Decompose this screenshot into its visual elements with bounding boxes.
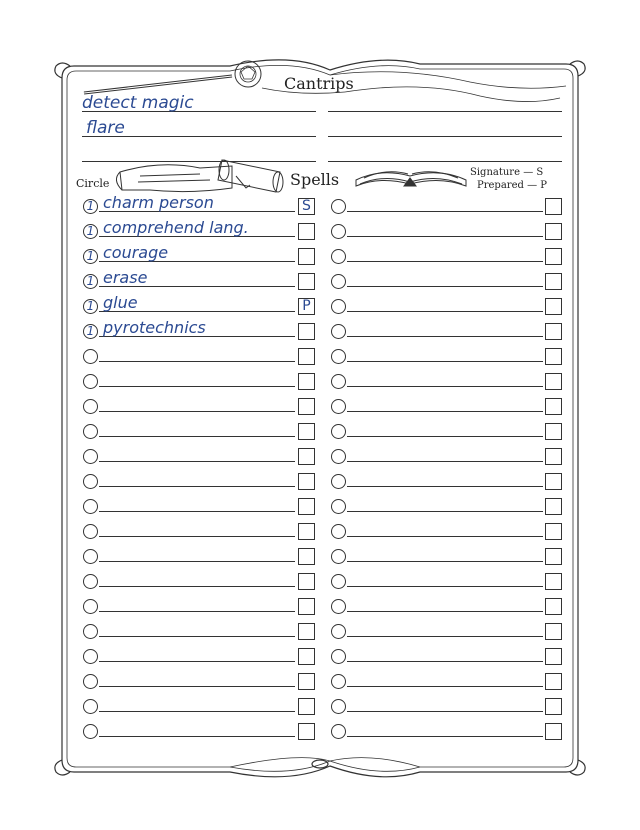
spell-circle-marker[interactable]: [331, 349, 346, 364]
prepared-signature-checkbox[interactable]: [545, 198, 562, 215]
circle-level-value: 1: [86, 249, 95, 263]
spell-name-line: [99, 636, 295, 637]
cantrip-line-4: [328, 111, 562, 112]
prepared-signature-checkbox[interactable]: [545, 373, 562, 390]
spell-name-line: [347, 486, 543, 487]
spell-name-line: [347, 211, 543, 212]
prepared-signature-checkbox[interactable]: [545, 223, 562, 240]
spell-circle-marker[interactable]: [331, 299, 346, 314]
spell-name-line: [99, 611, 295, 612]
spell-circle-marker[interactable]: [331, 199, 346, 214]
prepared-signature-checkbox[interactable]: [298, 573, 315, 590]
prepared-signature-checkbox[interactable]: [298, 423, 315, 440]
spell-circle-marker[interactable]: [83, 574, 98, 589]
prepared-signature-checkbox[interactable]: [545, 598, 562, 615]
spell-name-line: [99, 461, 295, 462]
spell-name-line: [99, 711, 295, 712]
spell-circle-marker[interactable]: [331, 474, 346, 489]
spell-circle-marker[interactable]: [331, 449, 346, 464]
spell-circle-marker[interactable]: [331, 274, 346, 289]
spell-name-line: [99, 436, 295, 437]
spell-name-line: [347, 286, 543, 287]
prepared-signature-checkbox[interactable]: [298, 248, 315, 265]
spell-name-line: [347, 636, 543, 637]
checkbox-mark: P: [302, 298, 311, 314]
prepared-signature-checkbox[interactable]: [298, 273, 315, 290]
prepared-signature-checkbox[interactable]: [545, 273, 562, 290]
cantrip-line-6: [328, 161, 562, 162]
spell-name-line: [99, 486, 295, 487]
spell-circle-marker[interactable]: [83, 224, 98, 239]
spell-name-line: [347, 611, 543, 612]
spell-name-line: [347, 711, 543, 712]
circle-level-value: 1: [86, 224, 95, 238]
prepared-signature-checkbox[interactable]: [545, 248, 562, 265]
prepared-signature-checkbox[interactable]: [545, 398, 562, 415]
spell-name-line: [99, 361, 295, 362]
spell-name-line: [347, 261, 543, 262]
spell-circle-marker[interactable]: [83, 199, 98, 214]
spell-circle-marker[interactable]: [83, 274, 98, 289]
prepared-signature-checkbox[interactable]: [545, 548, 562, 565]
cantrip-line-5: [328, 136, 562, 137]
spell-name-line: [347, 586, 543, 587]
spell-name-line: [99, 686, 295, 687]
open-book-icon: [356, 172, 466, 186]
spell-name-line: [347, 436, 543, 437]
prepared-signature-checkbox[interactable]: [298, 648, 315, 665]
spell-name-line: [347, 361, 543, 362]
prepared-signature-checkbox[interactable]: [545, 523, 562, 540]
spell-name-entry[interactable]: comprehend lang.: [103, 218, 249, 237]
prepared-signature-checkbox[interactable]: [298, 298, 315, 315]
checkbox-mark: S: [302, 198, 311, 214]
spell-circle-marker[interactable]: [83, 624, 98, 639]
spell-name-line: [347, 661, 543, 662]
spell-name-line: [347, 686, 543, 687]
spell-circle-marker[interactable]: [83, 724, 98, 739]
spell-circle-marker[interactable]: [331, 374, 346, 389]
spell-circle-marker[interactable]: [83, 374, 98, 389]
prepared-signature-checkbox[interactable]: [298, 673, 315, 690]
spell-circle-marker[interactable]: [83, 699, 98, 714]
spell-circle-marker[interactable]: [83, 349, 98, 364]
spell-name-line: [347, 536, 543, 537]
spell-name-line: [347, 336, 543, 337]
prepared-signature-checkbox[interactable]: [298, 523, 315, 540]
prepared-signature-checkbox[interactable]: [298, 498, 315, 515]
cantrips-title: Cantrips: [284, 74, 354, 93]
spell-circle-marker[interactable]: [83, 474, 98, 489]
prepared-signature-checkbox[interactable]: [545, 673, 562, 690]
cantrip-entry[interactable]: detect magic: [82, 93, 194, 113]
spell-name-line: [99, 736, 295, 737]
spell-circle-marker[interactable]: [83, 649, 98, 664]
prepared-signature-checkbox[interactable]: [545, 698, 562, 715]
circle-level-value: 1: [86, 274, 95, 288]
prepared-signature-checkbox[interactable]: [298, 623, 315, 640]
spell-circle-marker[interactable]: [83, 524, 98, 539]
spell-circle-marker[interactable]: [331, 324, 346, 339]
cantrip-line-3: [82, 161, 316, 162]
spell-circle-marker[interactable]: [331, 249, 346, 264]
prepared-signature-checkbox[interactable]: [298, 448, 315, 465]
spell-name-line: [99, 561, 295, 562]
prepared-signature-checkbox[interactable]: [545, 348, 562, 365]
prepared-signature-checkbox[interactable]: [545, 323, 562, 340]
spell-circle-marker[interactable]: [83, 424, 98, 439]
spell-name-line: [99, 586, 295, 587]
scroll-icon: [116, 160, 283, 192]
prepared-signature-checkbox[interactable]: [298, 348, 315, 365]
spell-circle-marker[interactable]: [331, 499, 346, 514]
spell-circle-marker[interactable]: [331, 399, 346, 414]
spell-circle-marker[interactable]: [83, 549, 98, 564]
spell-name-entry[interactable]: pyrotechnics: [103, 318, 206, 337]
spell-name-line: [347, 411, 543, 412]
spell-circle-marker[interactable]: [83, 324, 98, 339]
prepared-signature-checkbox[interactable]: [298, 198, 315, 215]
prepared-signature-checkbox[interactable]: [545, 423, 562, 440]
spell-circle-marker[interactable]: [331, 599, 346, 614]
spell-name-line: [99, 661, 295, 662]
prepared-signature-checkbox[interactable]: [545, 723, 562, 740]
spell-circle-marker[interactable]: [331, 224, 346, 239]
spell-name-line: [99, 386, 295, 387]
circle-level-value: 1: [86, 199, 95, 213]
spell-circle-marker[interactable]: [331, 624, 346, 639]
spell-circle-marker[interactable]: [83, 299, 98, 314]
circle-level-value: 1: [86, 324, 95, 338]
spell-circle-marker[interactable]: [331, 699, 346, 714]
spell-circle-marker[interactable]: [83, 599, 98, 614]
prepared-signature-checkbox[interactable]: [298, 723, 315, 740]
spell-name-line: [347, 386, 543, 387]
spell-name-entry[interactable]: courage: [103, 243, 169, 262]
spell-circle-marker[interactable]: [83, 674, 98, 689]
prepared-signature-checkbox[interactable]: [298, 323, 315, 340]
spell-name-line: [99, 536, 295, 537]
prepared-signature-checkbox[interactable]: [298, 373, 315, 390]
spell-circle-marker[interactable]: [331, 574, 346, 589]
spell-name-entry[interactable]: glue: [103, 293, 138, 312]
spell-name-line: [99, 511, 295, 512]
prepared-signature-checkbox[interactable]: [545, 448, 562, 465]
spell-circle-marker[interactable]: [331, 424, 346, 439]
prepared-signature-checkbox[interactable]: [545, 298, 562, 315]
prepared-signature-checkbox[interactable]: [298, 598, 315, 615]
prepared-signature-checkbox[interactable]: [298, 223, 315, 240]
spells-heading: Spells: [290, 170, 340, 189]
spell-circle-marker[interactable]: [331, 549, 346, 564]
prepared-signature-checkbox[interactable]: [298, 398, 315, 415]
spell-circle-marker[interactable]: [83, 249, 98, 264]
spell-name-line: [347, 736, 543, 737]
spell-name-line: [347, 561, 543, 562]
spell-name-line: [347, 461, 543, 462]
spell-circle-marker[interactable]: [331, 724, 346, 739]
prepared-signature-checkbox[interactable]: [545, 648, 562, 665]
cantrip-entry[interactable]: flare: [86, 118, 125, 138]
prepared-signature-checkbox[interactable]: [298, 473, 315, 490]
prepared-signature-checkbox[interactable]: [545, 573, 562, 590]
spell-name-line: [347, 311, 543, 312]
spell-circle-marker[interactable]: [83, 499, 98, 514]
prepared-signature-checkbox[interactable]: [545, 623, 562, 640]
spell-name-line: [99, 411, 295, 412]
circle-column-label: Circle: [76, 177, 110, 190]
spell-circle-marker[interactable]: [331, 649, 346, 664]
spell-circle-marker[interactable]: [331, 524, 346, 539]
signature-legend: Signature — S: [470, 167, 544, 178]
circle-level-value: 1: [86, 299, 95, 313]
spell-name-line: [347, 511, 543, 512]
spell-name-entry[interactable]: charm person: [103, 193, 214, 212]
spell-name-entry[interactable]: erase: [103, 268, 148, 287]
spell-circle-marker[interactable]: [331, 674, 346, 689]
spell-circle-marker[interactable]: [83, 399, 98, 414]
prepared-legend: Prepared — P: [477, 180, 547, 191]
prepared-signature-checkbox[interactable]: [298, 548, 315, 565]
prepared-signature-checkbox[interactable]: [298, 698, 315, 715]
spell-circle-marker[interactable]: [83, 449, 98, 464]
prepared-signature-checkbox[interactable]: [545, 473, 562, 490]
spell-name-line: [347, 236, 543, 237]
prepared-signature-checkbox[interactable]: [545, 498, 562, 515]
